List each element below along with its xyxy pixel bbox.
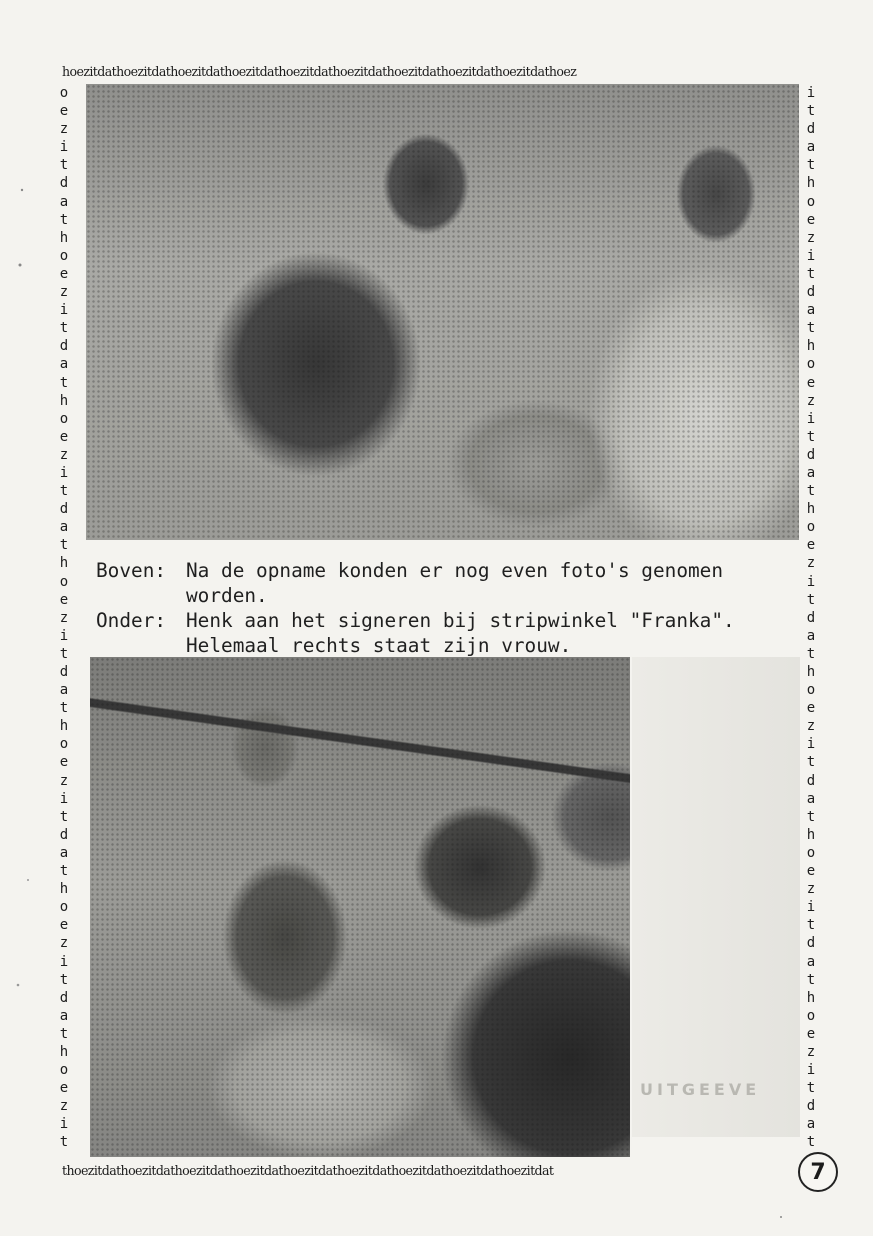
border-text-left: o e z i t d a t h o e z i t d a t h o e z i t d a t h o e z i t d a t h o e z i t d a t h o e z i t d a t h o e z i t bbox=[59, 85, 69, 1151]
border-text-bottom: thoezitdathoezitdathoezitdathoezitdathoezitdathoezitdathoezitdathoezitdathoezitdat bbox=[62, 1163, 554, 1178]
caption-onder bbox=[96, 608, 796, 633]
bleed-through-text: UITGEEVE bbox=[640, 1080, 761, 1099]
caption-onder-continued bbox=[96, 633, 796, 658]
caption-onder-text-2: Helemaal rechts staat zijn vrouw. bbox=[186, 634, 572, 657]
page-number-badge bbox=[798, 1152, 838, 1192]
photo-caption bbox=[96, 558, 796, 658]
bleed-through-area bbox=[632, 657, 800, 1137]
photo-bottom bbox=[90, 657, 630, 1157]
page-number: 7 bbox=[810, 1159, 826, 1185]
caption-boven bbox=[96, 558, 796, 583]
photo-top bbox=[86, 84, 799, 540]
caption-boven-text: Na de opname konden er nog even foto's genomen bbox=[186, 559, 724, 582]
caption-onder-text: Henk aan het signeren bij stripwinkel "Franka". bbox=[186, 609, 735, 632]
caption-boven-continued bbox=[96, 583, 796, 608]
border-text-top: hoezitdathoezitdathoezitdathoezitdathoezitdathoezitdathoezitdathoezitdathoezitdathoez bbox=[62, 64, 577, 79]
caption-boven-text-2: worden. bbox=[186, 584, 268, 607]
border-text-right: i t d a t h o e z i t d a t h o e z i t d a t h o e z i t d a t h o e z i t d a t h o e z i t d a t h o e z i t d a t bbox=[806, 85, 816, 1150]
caption-onder-label: Onder: bbox=[96, 609, 167, 632]
caption-boven-label: Boven: bbox=[96, 559, 167, 582]
